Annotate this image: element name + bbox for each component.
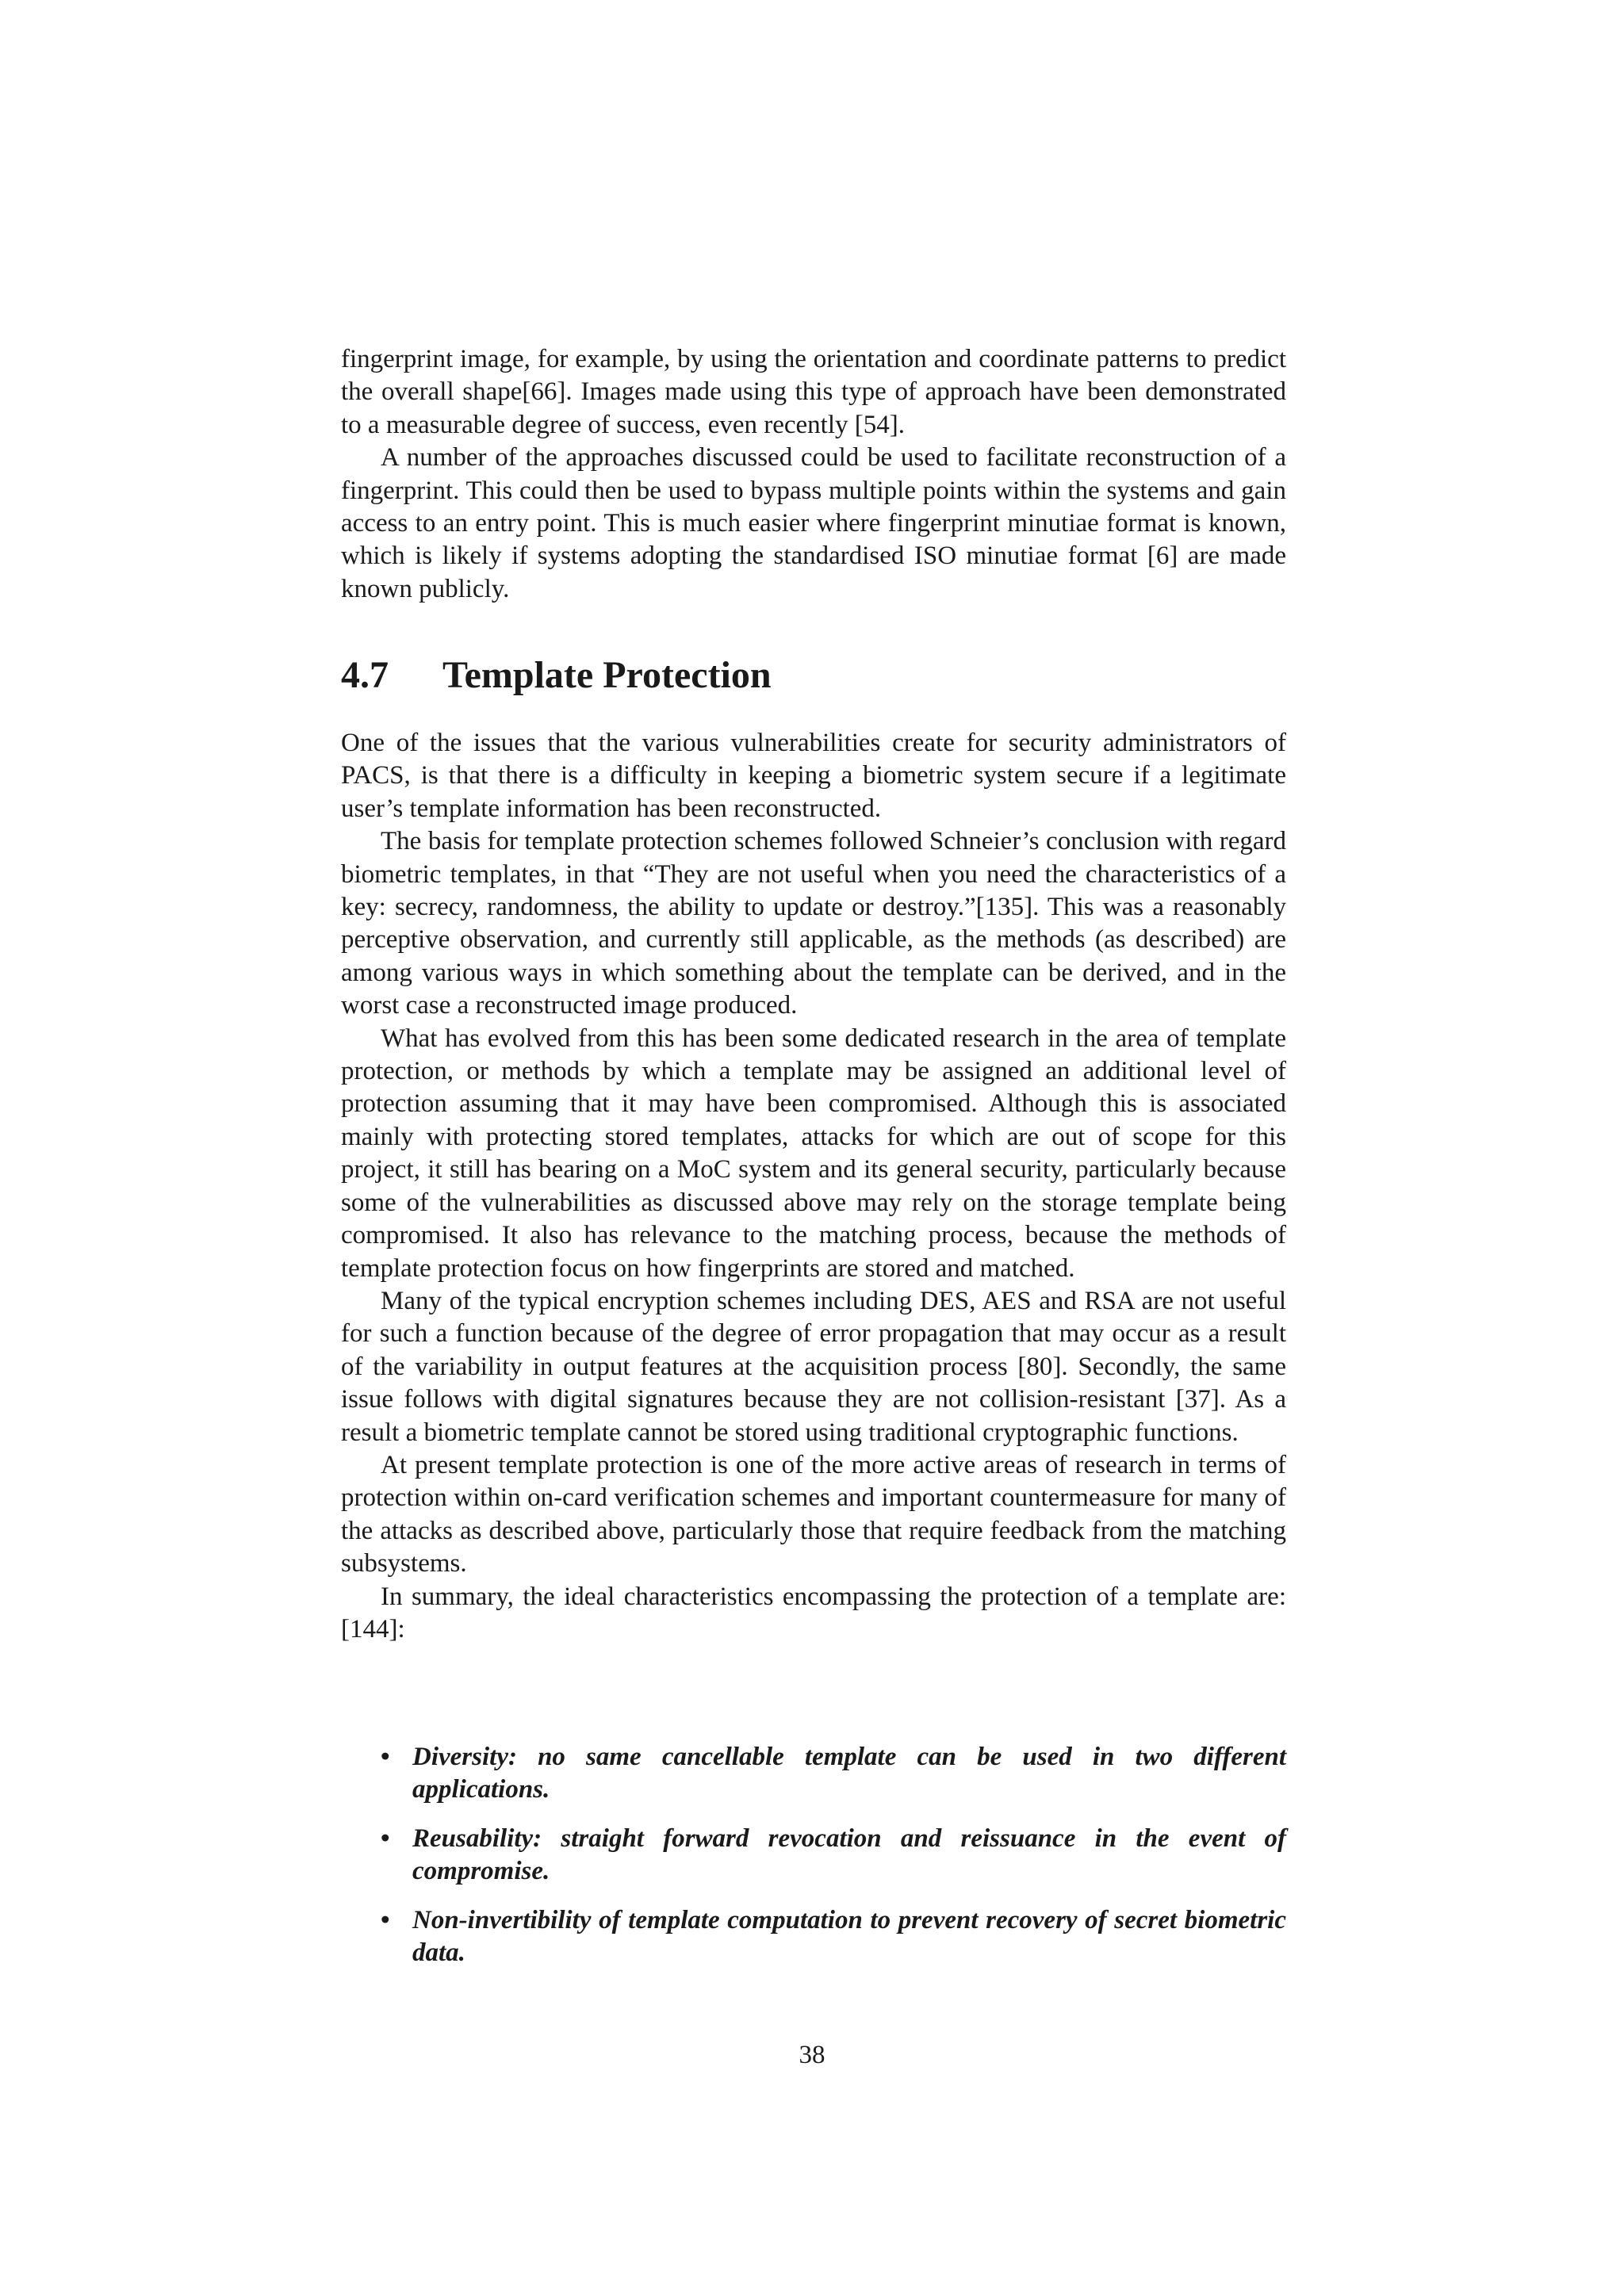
intro-paragraph: A number of the approaches discussed could be used to facilitate reconstruction of a fingerprint. This could then be used to bypass multiple points within the systems and gain access to an entry point. This is much easier where fingerprint minutiae format is known, which is likely if systems adopting the standardised ISO minutiae format [6] are made known publicly. xyxy=(341,443,1286,603)
body-paragraph: One of the issues that the various vulnerabilities create for security administrators of PACS, is that there is a difficulty in keeping a biometric system secure if a legitimate user’s template information has been reconstructed. xyxy=(341,729,1286,823)
list-item-text: Non-invertibility of template computation to prevent recovery of secret biometric data. xyxy=(412,1905,1286,1968)
list-item-text: Reusability: straight forward revocation and reissuance in the event of compromise. xyxy=(412,1823,1286,1886)
bullet-icon: • xyxy=(381,1905,390,1934)
section-body xyxy=(341,727,1286,1646)
page-number: 38 xyxy=(799,2041,825,2069)
body-paragraph: In summary, the ideal characteristics encompassing the protection of a template are:[144]: xyxy=(341,1582,1286,1644)
section-title: Template Protection xyxy=(442,654,772,696)
bullet-icon: • xyxy=(381,1743,390,1771)
list-item-text: Diversity: no same cancellable template can be used in two different applications. xyxy=(412,1743,1286,1804)
intro-text-block xyxy=(341,343,1286,606)
bullet-icon: • xyxy=(381,1823,390,1853)
characteristics-list xyxy=(341,1741,1286,1985)
list-item xyxy=(341,1741,1286,1807)
body-paragraph: What has evolved from this has been some dedicated research in the area of template protection, or methods by which a template may be assigned an additional level of protection assuming that it may have been compromised. Although this is associated mainly with protecting stored templates, attacks for which are out of scope for this project, it still has bearing on a MoC system and its general security, particularly because some of the vulnerabilities as discussed above may rely on the storage template being compromised. It also has relevance to the matching process, because the methods of template protection focus on how fingerprints are stored and matched. xyxy=(341,1024,1286,1283)
body-paragraph: Many of the typical encryption schemes including DES, AES and RSA are not useful for such a function because of the degree of error propagation that may occur as a result of the variability in output features at the acquisition process [80]. Secondly, the same issue follows with digital signatures because they are not collision-resistant [37]. As a result a biometric template cannot be stored using traditional cryptographic functions. xyxy=(341,1286,1286,1447)
list-item xyxy=(341,1904,1286,1970)
section-heading xyxy=(341,652,772,699)
section-number: 4.7 xyxy=(341,654,389,696)
list-item xyxy=(341,1823,1286,1888)
body-paragraph: At present template protection is one of the more active areas of research in terms of protection within on-card verification schemes and important countermeasure for many of the attacks as described above, particularly those that require feedback from the matching subsystems. xyxy=(341,1450,1286,1578)
intro-paragraph-continued: fingerprint image, for example, by using the orientation and coordinate patterns to predict the overall shape[66]. Images made using this type of approach have been demonstrated to a measurable degree of success, even recently [54]. xyxy=(341,345,1286,439)
body-paragraph: The basis for template protection schemes followed Schneier’s conclusion with regard biometric templates, in that “They are not useful when you need the characteristics of a key: secrecy, randomness, the ability to update or destroy.”[135]. This was a reasonably perceptive observation, and currently still applicable, as the methods (as described) are among various ways in which something about the template can be derived, and in the worst case a reconstructed image produced. xyxy=(341,827,1286,1020)
